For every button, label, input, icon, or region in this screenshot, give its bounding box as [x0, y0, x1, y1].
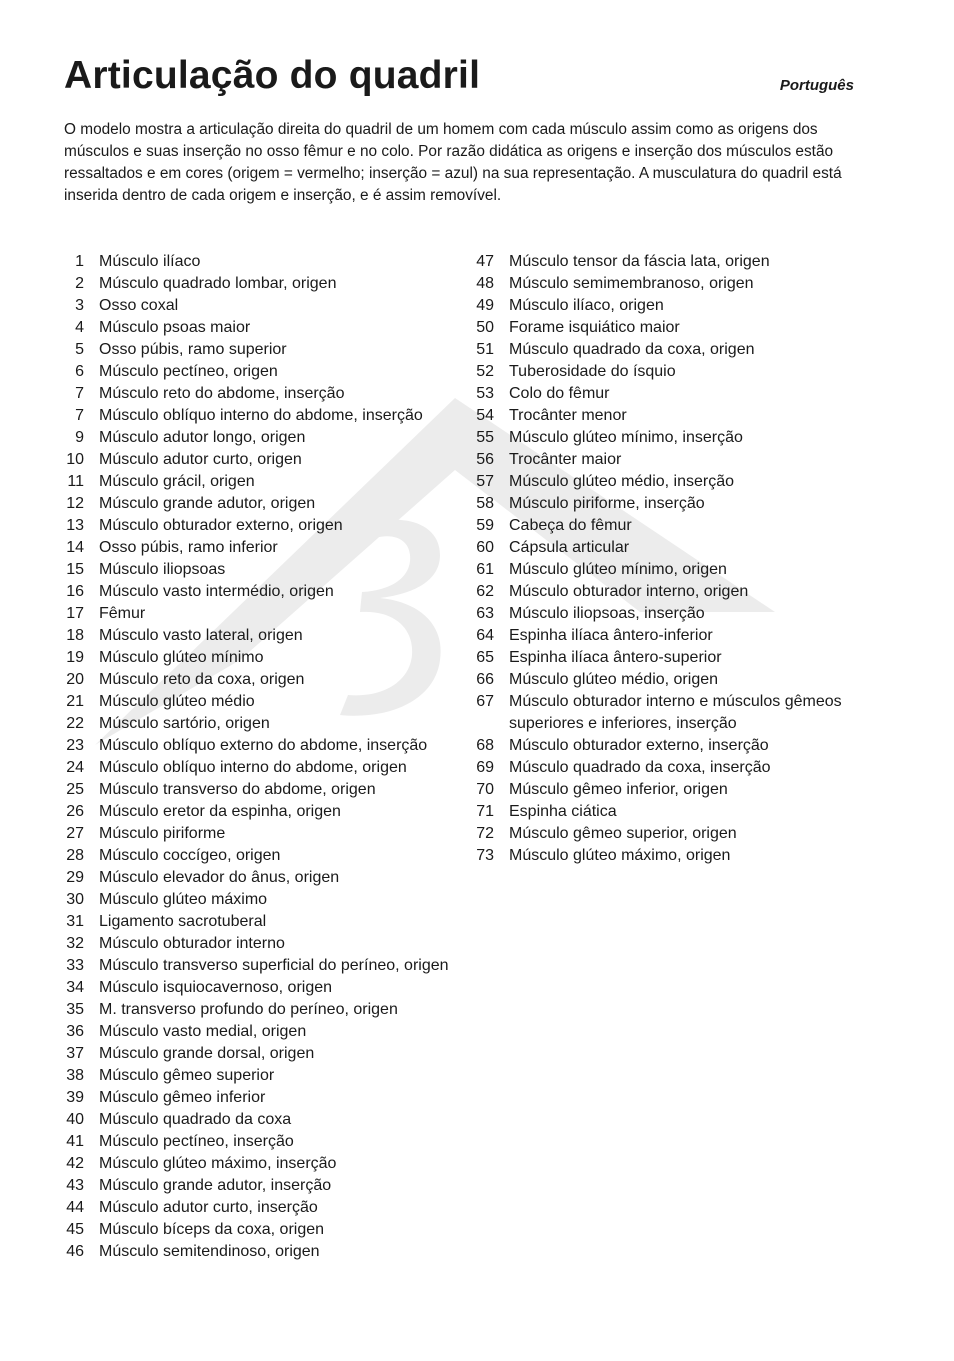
legend-label: Músculo piriforme [99, 825, 226, 842]
legend-item [60, 823, 460, 845]
legend-number: 53 [476, 385, 494, 402]
legend-label: Músculo coccígeo, origen [99, 847, 281, 864]
legend-label: Músculo quadrado da coxa [99, 1111, 292, 1128]
legend-label: Músculo gêmeo inferior [99, 1089, 266, 1106]
legend-number: 57 [476, 473, 494, 490]
legend-item [470, 251, 870, 273]
legend-number: 39 [66, 1089, 84, 1106]
legend-label: Espinha ilíaca ântero-inferior [509, 627, 713, 644]
legend-label: Músculo iliopsoas, inserção [509, 605, 705, 622]
legend-label: Músculo glúteo médio [99, 693, 255, 710]
legend-item [470, 581, 870, 603]
legend-number: 27 [66, 825, 84, 842]
legend-item [470, 471, 870, 493]
legend-item [60, 1219, 460, 1241]
legend-item [60, 625, 460, 647]
legend-label: Músculo obturador externo, inserção [509, 737, 769, 754]
legend-item [60, 493, 460, 515]
legend-label: Músculo obturador interno [99, 935, 285, 952]
legend-label: Osso púbis, ramo superior [99, 341, 287, 358]
legend-item [60, 273, 460, 295]
legend-item [60, 735, 460, 757]
legend-label: Músculo obturador externo, origen [99, 517, 343, 534]
legend-label: Músculo obturador interno, origen [509, 583, 749, 600]
legend-item [60, 317, 460, 339]
legend-item [60, 537, 460, 559]
legend-number: 43 [66, 1177, 84, 1194]
legend-number: 34 [66, 979, 84, 996]
legend-label: Tuberosidade do ísquio [509, 363, 676, 380]
legend-number: 58 [476, 495, 494, 512]
legend-label: Músculo glúteo mínimo, inserção [509, 429, 743, 446]
legend-label: Músculo sartório, origen [99, 715, 270, 732]
legend-number: 38 [66, 1067, 84, 1084]
legend-number: 7 [75, 385, 84, 402]
legend-item [60, 427, 460, 449]
legend-number: 56 [476, 451, 494, 468]
legend-number: 18 [66, 627, 84, 644]
legend-number: 24 [66, 759, 84, 776]
legend-label: Músculo eretor da espinha, origen [99, 803, 341, 820]
legend-label: Músculo quadrado lombar, origen [99, 275, 337, 292]
legend-item [60, 1131, 460, 1153]
legend-item [60, 1043, 460, 1065]
legend-label: Músculo vasto medial, origen [99, 1023, 307, 1040]
legend-number: 32 [66, 935, 84, 952]
page-title: Articulação do quadril [64, 54, 481, 97]
legend-number: 21 [66, 693, 84, 710]
legend-item [60, 295, 460, 317]
legend-number: 66 [476, 671, 494, 688]
legend-item [60, 911, 460, 933]
legend-label: Músculo vasto lateral, origen [99, 627, 303, 644]
legend-item [470, 647, 870, 669]
legend-number: 65 [476, 649, 494, 666]
legend-label: Músculo transverso superficial do períneo, origen [99, 957, 449, 974]
legend-number: 47 [476, 253, 494, 270]
legend-number: 68 [476, 737, 494, 754]
legend-label: Músculo ilíaco, origen [509, 297, 664, 314]
legend-number: 48 [476, 275, 494, 292]
legend-item [470, 383, 870, 405]
legend-label: Espinha ciática [509, 803, 617, 820]
legend-item [470, 603, 870, 625]
legend-number: 20 [66, 671, 84, 688]
legend-number: 44 [66, 1199, 84, 1216]
legend-item [470, 559, 870, 581]
legend-number: 69 [476, 759, 494, 776]
legend-label: Músculo obturador interno e músculos gêmeos superiores e inferiores, inserção [509, 693, 842, 732]
legend-item [60, 471, 460, 493]
legend-item [470, 801, 870, 823]
legend-label: Forame isquiático maior [509, 319, 680, 336]
legend-item [470, 317, 870, 339]
legend-number: 5 [75, 341, 84, 358]
legend-item [60, 361, 460, 383]
legend-number: 45 [66, 1221, 84, 1238]
legend-item [470, 515, 870, 537]
legend-item [60, 999, 460, 1021]
legend-label: Músculo iliopsoas [99, 561, 226, 578]
legend-label: Músculo ilíaco [99, 253, 201, 270]
legend-label: Músculo glúteo médio, inserção [509, 473, 735, 490]
legend-label: Músculo oblíquo interno do abdome, inserção [99, 407, 423, 424]
legend-label: Músculo vasto intermédio, origen [99, 583, 334, 600]
legend-item [470, 537, 870, 559]
legend-number: 19 [66, 649, 84, 666]
legend-item [470, 669, 870, 691]
legend-item [60, 1021, 460, 1043]
legend-item [470, 757, 870, 779]
legend-number: 51 [476, 341, 494, 358]
legend-number: 33 [66, 957, 84, 974]
legend-item [470, 779, 870, 801]
legend-label: Músculo quadrado da coxa, inserção [509, 759, 771, 776]
legend-list-right [470, 251, 870, 867]
legend-item [470, 405, 870, 427]
legend-item [60, 449, 460, 471]
legend-item [470, 691, 870, 735]
legend-number: 29 [66, 869, 84, 886]
legend-label: Músculo reto da coxa, origen [99, 671, 305, 688]
legend-item [60, 383, 460, 405]
legend-number: 72 [476, 825, 494, 842]
legend-number: 35 [66, 1001, 84, 1018]
legend-item [60, 757, 460, 779]
legend-number: 50 [476, 319, 494, 336]
legend-number: 28 [66, 847, 84, 864]
legend-label: Ligamento sacrotuberal [99, 913, 267, 930]
legend-label: Músculo reto do abdome, inserção [99, 385, 345, 402]
legend-label: Músculo gêmeo inferior, origen [509, 781, 728, 798]
legend-number: 15 [66, 561, 84, 578]
legend-label: Músculo pectíneo, origen [99, 363, 278, 380]
legend-item [60, 1175, 460, 1197]
legend-number: 61 [476, 561, 494, 578]
legend-item [60, 559, 460, 581]
legend-number: 70 [476, 781, 494, 798]
legend-item [470, 493, 870, 515]
legend-label: Trocânter maior [509, 451, 622, 468]
legend-item [60, 251, 460, 273]
legend-number: 62 [476, 583, 494, 600]
legend-label: Músculo psoas maior [99, 319, 251, 336]
legend-number: 49 [476, 297, 494, 314]
legend-item [60, 1065, 460, 1087]
legend-number: 54 [476, 407, 494, 424]
legend-item [60, 955, 460, 977]
legend-label: Músculo transverso do abdome, origen [99, 781, 376, 798]
legend-item [60, 405, 460, 427]
legend-label: Músculo pectíneo, inserção [99, 1133, 294, 1150]
legend-number: 4 [75, 319, 84, 336]
legend-number: 73 [476, 847, 494, 864]
legend-label: Osso coxal [99, 297, 179, 314]
legend-item [60, 515, 460, 537]
legend-label: Músculo piriforme, inserção [509, 495, 705, 512]
legend-item [470, 735, 870, 757]
legend-label: Músculo glúteo máximo, origen [509, 847, 731, 864]
legend-label: Músculo semimembranoso, origen [509, 275, 754, 292]
intro-paragraph: O modelo mostra a articulação direita do quadril de um homem com cada músculo assim como as origens dos músculos e suas inserção no osso fêmur e no colo. Por razão didática as origens e inserção dos músculos estão ressaltados e em cores (origem = vermelho; inserção = azul) na sua representação. A musculatura do quadril está inserida dentro de cada origem e inserção, e é assim removível. [64, 121, 842, 204]
legend-number: 60 [476, 539, 494, 556]
legend-label: Músculo grande dorsal, origen [99, 1045, 315, 1062]
legend-number: 7 [75, 407, 84, 424]
legend-item [60, 1109, 460, 1131]
legend-number: 46 [66, 1243, 84, 1260]
legend-label: Músculo adutor curto, inserção [99, 1199, 318, 1216]
legend-number: 42 [66, 1155, 84, 1172]
legend-item [470, 339, 870, 361]
legend-number: 14 [66, 539, 84, 556]
legend-item [60, 1197, 460, 1219]
legend-label: Músculo adutor longo, origen [99, 429, 306, 446]
legend-number: 52 [476, 363, 494, 380]
legend-label: Músculo glúteo máximo, inserção [99, 1155, 337, 1172]
legend-number: 30 [66, 891, 84, 908]
legend-label: Músculo oblíquo externo do abdome, inserção [99, 737, 428, 754]
legend-item [470, 427, 870, 449]
legend-number: 25 [66, 781, 84, 798]
legend-item [60, 1241, 460, 1263]
legend-number: 16 [66, 583, 84, 600]
legend-item [470, 295, 870, 317]
legend-item [60, 889, 460, 911]
legend-label: Osso púbis, ramo inferior [99, 539, 278, 556]
legend-number: 12 [66, 495, 84, 512]
language-label: Português [779, 77, 854, 94]
legend-label: Músculo gêmeo superior [99, 1067, 275, 1084]
legend-number: 63 [476, 605, 494, 622]
legend-number: 55 [476, 429, 494, 446]
legend-number: 37 [66, 1045, 84, 1062]
legend-item [470, 449, 870, 471]
legend-number: 59 [476, 517, 494, 534]
legend-item [60, 977, 460, 999]
legend-item [60, 1087, 460, 1109]
legend-item [60, 647, 460, 669]
legend-item [60, 339, 460, 361]
legend-item [60, 603, 460, 625]
legend-label: Músculo glúteo mínimo, origen [509, 561, 727, 578]
legend-item [60, 933, 460, 955]
legend-number: 1 [75, 253, 84, 270]
legend-number: 36 [66, 1023, 84, 1040]
legend-label: Músculo elevador do ânus, origen [99, 869, 340, 886]
legend-label: Músculo tensor da fáscia lata, origen [509, 253, 770, 270]
legend-number: 3 [75, 297, 84, 314]
legend-item [60, 713, 460, 735]
legend-item [470, 273, 870, 295]
legend-label: Músculo glúteo médio, origen [509, 671, 719, 688]
legend-number: 40 [66, 1111, 84, 1128]
legend-label: Músculo grande adutor, origen [99, 495, 316, 512]
legend-number: 17 [66, 605, 84, 622]
legend-number: 9 [75, 429, 84, 446]
legend-label: Músculo adutor curto, origen [99, 451, 302, 468]
legend-label: Músculo isquiocavernoso, origen [99, 979, 333, 996]
legend-number: 67 [476, 693, 494, 710]
legend-number: 41 [66, 1133, 84, 1150]
legend-item [470, 361, 870, 383]
legend-number: 23 [66, 737, 84, 754]
legend-number: 6 [75, 363, 84, 380]
legend-number: 31 [66, 913, 84, 930]
legend-item [60, 867, 460, 889]
legend-number: 13 [66, 517, 84, 534]
legend-label: Músculo grande adutor, inserção [99, 1177, 332, 1194]
legend-number: 11 [67, 473, 84, 490]
legend-label: Fêmur [99, 605, 146, 622]
legend-item [470, 625, 870, 647]
legend-item [60, 1153, 460, 1175]
legend-label: Músculo quadrado da coxa, origen [509, 341, 755, 358]
legend-label: Espinha ilíaca ântero-superior [509, 649, 722, 666]
legend-label: Músculo bíceps da coxa, origen [99, 1221, 325, 1238]
legend-item [470, 823, 870, 845]
legend-item [60, 581, 460, 603]
legend-number: 10 [66, 451, 84, 468]
legend-number: 22 [66, 715, 84, 732]
legend-label: Músculo grácil, origen [99, 473, 255, 490]
legend-label: Músculo glúteo mínimo [99, 649, 264, 666]
legend-number: 2 [75, 275, 84, 292]
legend-label: Cápsula articular [509, 539, 630, 556]
legend-label: Músculo semitendinoso, origen [99, 1243, 320, 1260]
legend-item [60, 845, 460, 867]
legend-item [470, 845, 870, 867]
legend-label: Cabeça do fêmur [509, 517, 632, 534]
legend-item [60, 779, 460, 801]
legend-label: Trocânter menor [509, 407, 627, 424]
legend-item [60, 669, 460, 691]
legend-label: Músculo glúteo máximo [99, 891, 268, 908]
legend-label: Músculo oblíquo interno do abdome, origen [99, 759, 407, 776]
legend-label: M. transverso profundo do períneo, origen [99, 1001, 398, 1018]
legend-item [60, 691, 460, 713]
legend-number: 71 [476, 803, 494, 820]
legend-label: Colo do fêmur [509, 385, 610, 402]
legend-number: 64 [476, 627, 494, 644]
legend-label: Músculo gêmeo superior, origen [509, 825, 737, 842]
legend-number: 26 [66, 803, 84, 820]
legend-item [60, 801, 460, 823]
legend-list-left [60, 251, 460, 1263]
